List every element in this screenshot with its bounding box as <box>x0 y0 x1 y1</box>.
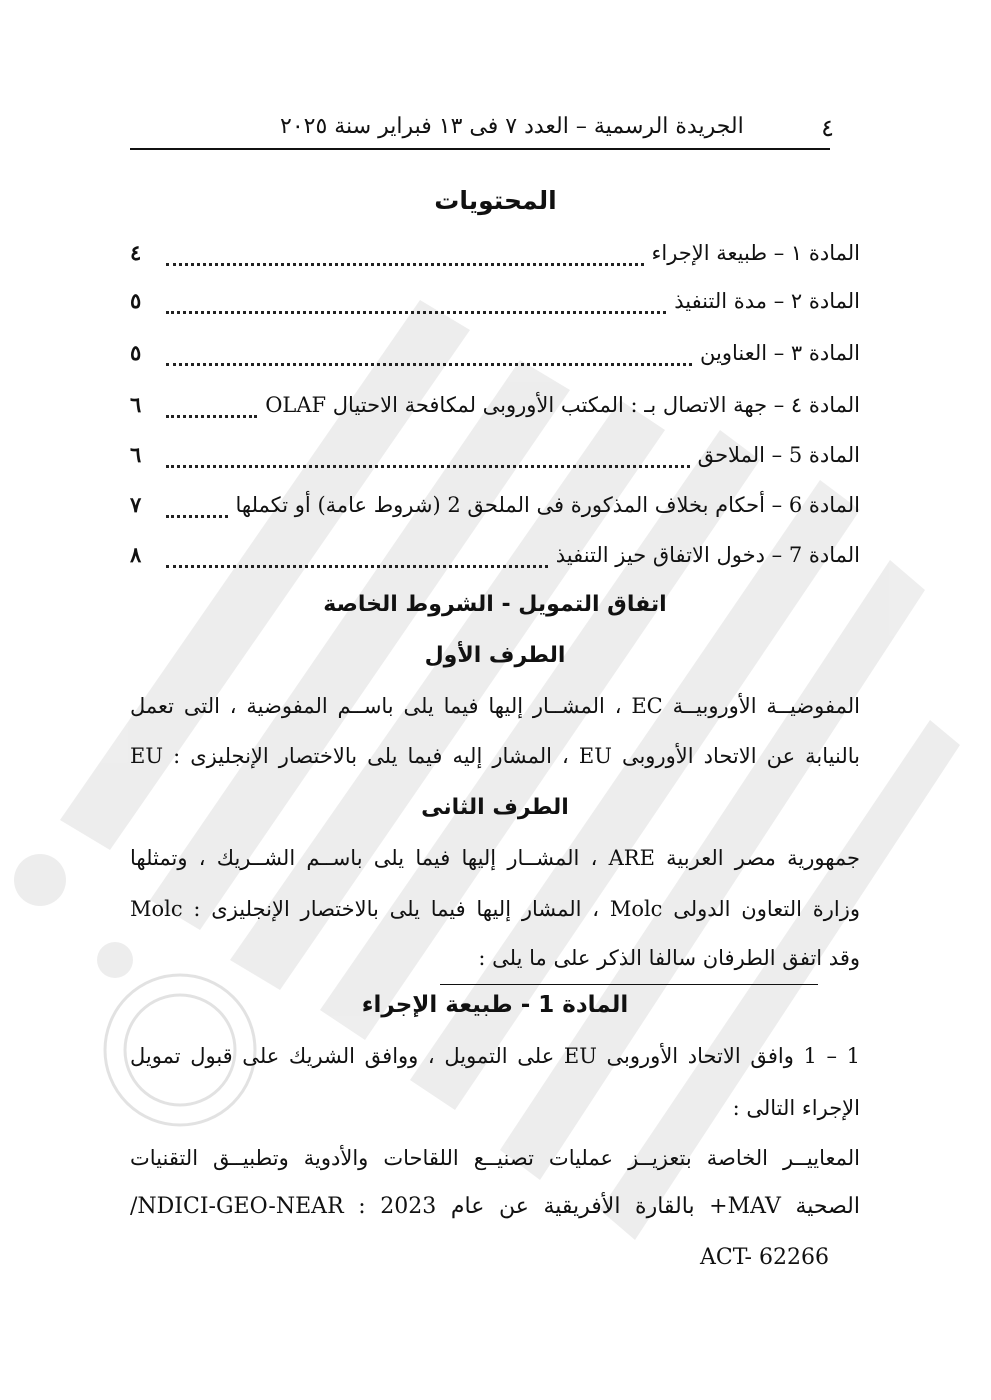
toc-item <box>130 392 860 428</box>
toc-item-label: المادة ٢ – مدة التنفيذ <box>674 289 860 313</box>
toc-leader <box>166 262 644 266</box>
gazette-title: الجريدة الرسمية – العدد ٧ فى ١٣ فبراير سنة ٢٠٢٥ <box>280 114 744 139</box>
article-1-paragraph-line: الإجراء التالى : <box>732 1096 860 1120</box>
toc-item <box>130 288 860 324</box>
reference-code: ACT- 62266 <box>700 1245 829 1270</box>
toc-title: المحتويات <box>434 186 557 215</box>
toc-leader <box>166 414 257 418</box>
party-two-heading: الطرف الثانى <box>421 795 569 820</box>
toc-leader <box>166 514 228 518</box>
party-two-line: جمهورية مصر العربية ARE ، المشــار إليها فيما يلى باســم الشــريك ، وتمثلها <box>130 846 860 870</box>
toc-item-label: المادة 5 – الملاحق <box>697 443 860 467</box>
party-one-line: المفوضيــة الأوروبيــة EC ، المشــار إليها فيما يلى باســم المفوضية ، التى تعمل <box>130 694 860 718</box>
toc-item <box>130 442 860 478</box>
page-header <box>130 108 834 150</box>
article-1-paragraph-line: الصحية MAV+ بالقارة الأفريقية عن عام 2023 : NDICI-GEO-NEAR/ <box>130 1194 860 1219</box>
toc-item-label: المادة ٣ – العناوين <box>699 341 860 365</box>
toc-item-label: المادة ٤ – جهة الاتصال بـ : المكتب الأوروبى لمكافحة الاحتيال OLAF <box>265 393 860 417</box>
toc-item-page: ٦ <box>130 442 142 467</box>
article-1-heading: المادة 1 - طبيعة الإجراء <box>361 992 629 1018</box>
statement-underline <box>440 984 818 985</box>
toc-item <box>130 240 860 276</box>
toc-item-page: ٥ <box>130 288 142 313</box>
toc-leader <box>166 362 692 366</box>
agreement-statement: وقد اتفق الطرفان سالفا الذكر على ما يلى : <box>478 946 860 970</box>
toc-leader <box>166 464 690 468</box>
toc-item-label: المادة 7 – دخول الاتفاق حيز التنفيذ <box>555 543 860 567</box>
article-1-paragraph-line: 1 – 1 وافق الاتحاد الأوروبى EU على التمويل ، ووافق الشريك على قبول تمويل <box>130 1044 860 1068</box>
toc-item-label: المادة 6 – أحكام بخلاف المذكورة فى الملحق 2 (شروط عامة) أو تكملها <box>235 493 860 517</box>
article-1-paragraph-line: المعاييــر الخاصة بتعزيــز عمليات تصنيــع اللقاحات والأدوية وتطبيــق التقنيات <box>130 1146 860 1170</box>
party-one-heading: الطرف الأول <box>424 643 566 668</box>
toc-item <box>130 340 860 376</box>
toc-item <box>130 492 860 528</box>
party-one-line: بالنيابة عن الاتحاد الأوروبى EU ، المشار إليه فيما يلى بالاختصار الإنجليزى : EU <box>130 744 860 768</box>
toc-item-page: ٧ <box>130 492 142 517</box>
toc-item-page: ٦ <box>130 392 142 417</box>
toc-leader <box>166 564 548 568</box>
toc-item-page: ٨ <box>130 542 142 567</box>
toc-item <box>130 542 860 578</box>
toc-item-label: المادة ١ – طبيعة الإجراء <box>651 241 860 265</box>
page-number: ٤ <box>821 114 834 142</box>
toc-item-page: ٤ <box>130 240 142 265</box>
party-two-line: وزارة التعاون الدولى Molc ، المشار إليها فيما يلى بالاختصار الإنجليزى : Molc <box>130 897 860 921</box>
toc-leader <box>166 310 666 314</box>
toc-item-page: ٥ <box>130 340 142 365</box>
agreement-title: اتفاق التمويل - الشروط الخاصة <box>323 592 667 617</box>
